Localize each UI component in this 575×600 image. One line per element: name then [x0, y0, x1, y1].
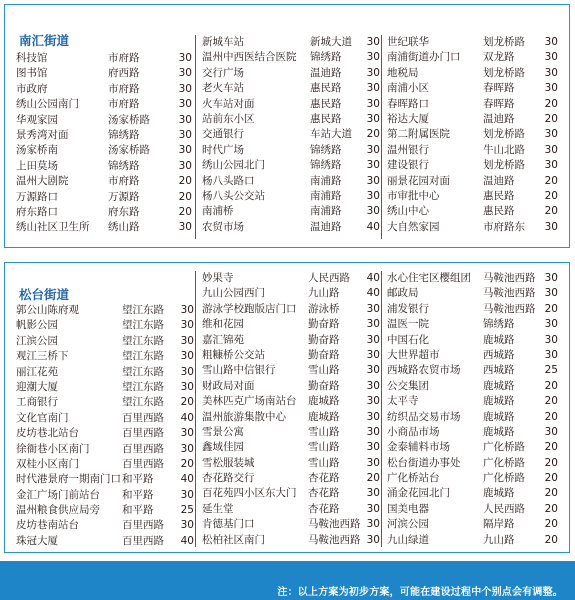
road-name: 广化桥路 [483, 441, 525, 454]
road-name: 马鞍池西路 [483, 287, 536, 300]
road-name: 汤家桥路 [108, 144, 150, 157]
road-name: 西城路 [483, 348, 515, 361]
station-count: 30 [366, 364, 380, 377]
road-name: 锦绣路 [108, 128, 140, 141]
station-count: 30 [180, 350, 194, 363]
road-name: 杏花路 [308, 472, 340, 485]
road-name: 惠民路 [483, 189, 515, 202]
station-count: 30 [544, 220, 558, 233]
road-name: 百里西路 [122, 411, 164, 424]
station-name: 第二附属医院 [387, 128, 450, 141]
station-name: 市政府 [16, 82, 48, 95]
station-count: 30 [544, 425, 558, 438]
station-name: 温医一院 [387, 318, 429, 331]
road-name: 市府路 [108, 52, 140, 64]
station-count: 40 [180, 534, 194, 547]
road-name: 惠民路 [310, 82, 342, 95]
station-name: 世纪联华 [387, 36, 429, 48]
station-name: 松柏社区南门 [202, 533, 265, 546]
station-name: 游泳学校跑版店门口 [202, 302, 297, 315]
road-name: 和平路 [122, 504, 154, 517]
station-name: 时代港景府一期南门口 [16, 473, 121, 486]
station-count: 30 [180, 334, 194, 347]
road-name: 马鞍池西路 [483, 302, 536, 315]
road-name: 南浦路 [310, 205, 342, 218]
station-count: 20 [544, 302, 558, 315]
station-name: 绣山公园北门 [202, 159, 265, 172]
station-count: 30 [178, 128, 192, 141]
station-name: 肯德基门口 [202, 518, 255, 531]
station-name: 国美电器 [387, 502, 429, 515]
station-name: 建设银行 [387, 159, 429, 172]
station-count: 20 [544, 205, 558, 218]
station-name: 绣山中心 [387, 205, 429, 218]
station-count: 30 [180, 519, 194, 532]
station-name: 延生堂 [202, 502, 234, 515]
station-count: 30 [366, 348, 380, 361]
station-name: 九山绿道 [387, 533, 429, 546]
station-count: 30 [178, 221, 192, 234]
station-count: 30 [366, 302, 380, 315]
station-count: 30 [178, 113, 192, 126]
station-count: 30 [366, 487, 380, 500]
station-count: 30 [544, 82, 558, 95]
road-name: 市府路 [108, 175, 140, 188]
station-count: 30 [178, 159, 192, 172]
column-divider [195, 35, 196, 239]
station-count: 20 [178, 205, 192, 218]
station-name: 文化官南门 [16, 411, 69, 424]
station-name: 皮坊巷南站台 [16, 519, 79, 532]
road-name: 望江东路 [122, 365, 164, 378]
road-name: 温迪路 [310, 66, 342, 79]
road-name: 划龙桥路 [483, 36, 525, 48]
road-name: 勤奋路 [308, 379, 340, 392]
station-name: 华观家园 [16, 113, 58, 126]
road-name: 西城路 [483, 364, 515, 377]
station-count: 25 [544, 364, 558, 377]
station-count: 40 [180, 411, 194, 424]
road-name: 望江东路 [122, 350, 164, 363]
road-name: 划龙桥路 [483, 128, 525, 141]
road-name: 鹿城路 [483, 395, 515, 408]
station-count: 20 [180, 457, 194, 470]
station-count: 30 [366, 425, 380, 438]
road-name: 广化桥路 [483, 472, 525, 485]
station-count: 20 [544, 441, 558, 454]
station-name: 邮政局 [387, 287, 419, 300]
station-name: 火车站对面 [202, 97, 255, 110]
station-name: 绣山公园南门 [16, 98, 79, 111]
station-name: 丽江花苑 [16, 365, 58, 378]
station-count: 20 [544, 112, 558, 125]
road-name: 人民西路 [308, 272, 350, 284]
station-count: 20 [544, 533, 558, 546]
station-name: 景秀湾对面 [16, 128, 69, 141]
road-name: 市府路 [108, 98, 140, 111]
station-name: 帆影公园 [16, 319, 58, 332]
station-count: 30 [180, 304, 194, 316]
road-name: 鹿城路 [483, 379, 515, 392]
station-name: 太平寺 [387, 395, 419, 408]
road-name: 和平路 [122, 473, 154, 486]
station-count: 20 [544, 189, 558, 202]
station-name: 松台街道办事处 [387, 456, 461, 469]
road-name: 雪山路 [308, 456, 340, 469]
station-name: 公交集团 [387, 379, 429, 392]
road-name: 牛山北路 [483, 143, 525, 156]
road-name: 温迪路 [310, 220, 342, 233]
station-count: 30 [178, 98, 192, 111]
road-name: 春晖路 [483, 82, 515, 95]
road-name: 鹿城路 [483, 410, 515, 423]
station-name: 上田莫场 [16, 159, 58, 172]
road-name: 九山路 [308, 287, 340, 300]
road-name: 惠民路 [483, 205, 515, 218]
station-name: 汤家桥南 [16, 144, 58, 157]
road-name: 马鞍池西路 [483, 272, 536, 284]
station-count: 30 [180, 365, 194, 378]
road-name: 雪山路 [308, 364, 340, 377]
station-count: 20 [544, 410, 558, 423]
station-count: 30 [544, 128, 558, 141]
station-count: 30 [366, 159, 380, 172]
station-name: 雪山路中信银行 [202, 364, 276, 377]
station-count: 30 [366, 51, 380, 64]
station-name: 金汇广场门前站台 [16, 488, 100, 501]
station-count: 30 [544, 333, 558, 346]
station-count: 30 [180, 442, 194, 455]
station-count: 20 [544, 379, 558, 392]
station-name: 交通银行 [202, 128, 244, 141]
road-name: 百里西路 [122, 442, 164, 455]
station-name: 徐衙巷小区南门 [16, 442, 90, 455]
station-name: 雪松服装城 [202, 456, 255, 469]
station-name: 水心住宅区樱组团 [387, 272, 471, 284]
station-count: 30 [366, 189, 380, 202]
road-name: 温迪路 [483, 112, 515, 125]
road-name: 锦绣路 [310, 159, 342, 172]
station-name: 粗糠桥公交站 [202, 348, 265, 361]
station-count: 30 [366, 333, 380, 346]
station-count: 20 [180, 396, 194, 409]
station-count: 30 [178, 52, 192, 64]
station-count: 20 [366, 128, 380, 141]
station-name: 涌金花园北门 [387, 487, 450, 500]
station-name: 南浦小区 [387, 82, 429, 95]
road-name: 望江东路 [122, 334, 164, 347]
station-name: 中国石化 [387, 333, 429, 346]
station-count: 30 [544, 143, 558, 156]
station-name: 河滨公园 [387, 518, 429, 531]
station-count: 30 [366, 410, 380, 423]
station-name: 市审批中心 [387, 189, 440, 202]
road-name: 春晖路 [483, 97, 515, 110]
station-count: 30 [366, 112, 380, 125]
station-count: 20 [544, 456, 558, 469]
station-count: 30 [366, 533, 380, 546]
footer-bar [0, 561, 575, 600]
station-name: 九山公园西门 [202, 287, 265, 300]
station-name: 大世界超市 [387, 348, 440, 361]
station-count: 30 [544, 348, 558, 361]
station-count: 30 [366, 97, 380, 110]
station-name: 温州大剧院 [16, 175, 69, 188]
station-count: 30 [366, 456, 380, 469]
station-count: 30 [180, 319, 194, 332]
station-name: 南浦街道办门口 [387, 51, 461, 64]
road-name: 鹿城路 [483, 487, 515, 500]
station-name: 小商品市场 [387, 425, 440, 438]
road-name: 划龙桥路 [483, 66, 525, 79]
station-count: 20 [178, 190, 192, 203]
station-count: 20 [544, 472, 558, 485]
road-name: 百里西路 [122, 427, 164, 440]
nanhui-title: 南汇街道 [19, 33, 70, 48]
road-name: 划龙桥路 [483, 159, 525, 172]
station-name: 农贸市场 [202, 220, 244, 233]
station-count: 30 [366, 441, 380, 454]
station-count: 30 [544, 272, 558, 284]
station-name: 广化桥站台 [387, 472, 440, 485]
station-count: 30 [178, 82, 192, 95]
station-count: 20 [544, 97, 558, 110]
footer-note: 注：以上方案为初步方案，可能在建设过程中个别点会有调整。 [277, 587, 563, 598]
road-name: 百里西路 [122, 457, 164, 470]
station-count: 30 [544, 287, 558, 300]
road-name: 府西路 [108, 67, 140, 80]
road-name: 杏花路 [308, 487, 340, 500]
road-name: 锦绣路 [310, 51, 342, 64]
station-count: 30 [180, 380, 194, 393]
station-name: 郭公山陈府观 [16, 304, 79, 316]
road-name: 广化桥路 [483, 456, 525, 469]
station-count: 20 [178, 175, 192, 188]
station-count: 30 [366, 502, 380, 515]
road-name: 车站大道 [310, 128, 352, 141]
station-count: 40 [366, 220, 380, 233]
road-name: 南浦路 [310, 174, 342, 187]
station-count: 30 [366, 379, 380, 392]
road-name: 望江东路 [122, 380, 164, 393]
nanhui-panel [4, 4, 570, 248]
station-name: 温州银行 [387, 143, 429, 156]
station-name: 图书馆 [16, 67, 48, 80]
station-name: 嘉汇锦苑 [202, 333, 244, 346]
station-name: 裕达大厦 [387, 112, 429, 125]
station-name: 观江三桥下 [16, 350, 69, 363]
station-count: 20 [544, 502, 558, 515]
station-name: 时代广场 [202, 143, 244, 156]
station-count: 30 [366, 36, 380, 48]
station-name: 金泰辅料市场 [387, 441, 450, 454]
road-name: 鹿城路 [483, 333, 515, 346]
station-name: 丽景花园对面 [387, 174, 450, 187]
station-count: 30 [366, 82, 380, 95]
station-count: 20 [366, 472, 380, 485]
station-count: 30 [366, 174, 380, 187]
station-name: 大自然家园 [387, 220, 440, 233]
station-count: 30 [544, 36, 558, 48]
station-count: 30 [178, 144, 192, 157]
station-name: 江滨公园 [16, 334, 58, 347]
station-name: 维和花园 [202, 318, 244, 331]
station-name: 南浦桥 [202, 205, 234, 218]
station-name: 万源路口 [16, 190, 58, 203]
road-name: 望江东路 [122, 396, 164, 409]
station-name: 珠冠大厦 [16, 534, 58, 547]
station-name: 绣山社区卫生所 [16, 221, 90, 234]
road-name: 惠民路 [310, 97, 342, 110]
road-name: 望江东路 [122, 319, 164, 332]
road-name: 市府路东 [483, 220, 525, 233]
station-name: 杨八头路口 [202, 174, 255, 187]
station-name: 财政局对面 [202, 379, 255, 392]
road-name: 温迪路 [483, 174, 515, 187]
road-name: 鹿城路 [308, 410, 340, 423]
station-count: 30 [366, 318, 380, 331]
station-name: 妙果寺 [202, 272, 234, 284]
station-name: 纺织品交易市场 [387, 410, 461, 423]
station-count: 30 [544, 51, 558, 64]
road-name: 锦绣路 [108, 159, 140, 172]
station-name: 浦发银行 [387, 302, 429, 315]
station-count: 30 [366, 205, 380, 218]
station-count: 40 [366, 272, 380, 284]
station-count: 30 [178, 67, 192, 80]
station-count: 20 [544, 487, 558, 500]
road-name: 勤奋路 [308, 318, 340, 331]
station-name: 府东路口 [16, 205, 58, 218]
station-count: 30 [366, 143, 380, 156]
road-name: 勤奋路 [308, 348, 340, 361]
road-name: 汤家桥路 [108, 113, 150, 126]
station-name: 百花苑四小区东大门 [202, 487, 297, 500]
road-name: 锦绣路 [310, 143, 342, 156]
road-name: 和平路 [122, 488, 154, 501]
station-count: 40 [366, 287, 380, 300]
station-count: 30 [180, 488, 194, 501]
station-name: 雪景公寓 [202, 425, 244, 438]
station-name: 老火车站 [202, 82, 244, 95]
road-name: 百里西路 [122, 519, 164, 532]
station-name: 迎潮大厦 [16, 380, 58, 393]
road-name: 望江东路 [122, 304, 164, 316]
station-count: 40 [180, 473, 194, 486]
road-name: 隔岸路 [483, 518, 515, 531]
station-name: 西城路农贸市场 [387, 364, 461, 377]
road-name: 马鞍池西路 [308, 533, 361, 546]
station-name: 地税局 [387, 66, 419, 79]
station-name: 杏花路交行 [202, 472, 255, 485]
road-name: 府东路 [108, 205, 140, 218]
road-name: 勤奋路 [308, 333, 340, 346]
road-name: 锦绣路 [483, 318, 515, 331]
road-name: 双龙路 [483, 51, 515, 64]
station-count: 20 [544, 395, 558, 408]
road-name: 新城大道 [310, 36, 352, 48]
station-count: 25 [180, 504, 194, 517]
column-divider [381, 35, 382, 239]
songtai-panel [4, 262, 570, 553]
station-name: 杨八头公交站 [202, 189, 265, 202]
road-name: 杏花路 [308, 502, 340, 515]
station-name: 工商银行 [16, 396, 58, 409]
station-name: 美林匹克广场南站台 [202, 395, 297, 408]
road-name: 万源路 [108, 190, 140, 203]
road-name: 九山路 [483, 533, 515, 546]
road-name: 市府路 [108, 82, 140, 95]
songtai-title: 松台街道 [19, 287, 70, 302]
station-name: 双桂小区南门 [16, 457, 79, 470]
road-name: 雪山路 [308, 425, 340, 438]
station-count: 30 [366, 395, 380, 408]
station-name: 交行广场 [202, 66, 244, 79]
road-name: 雪山路 [308, 441, 340, 454]
road-name: 惠民路 [310, 112, 342, 125]
road-name: 鹿城路 [308, 395, 340, 408]
column-divider [195, 271, 196, 547]
station-name: 站前东小区 [202, 112, 255, 125]
station-name: 科技馆 [16, 52, 48, 64]
station-count: 30 [544, 159, 558, 172]
station-count: 30 [366, 66, 380, 79]
road-name: 游泳桥 [308, 302, 340, 315]
station-count: 20 [544, 518, 558, 531]
road-name: 南浦路 [310, 189, 342, 202]
road-name: 人民西路 [483, 502, 525, 515]
station-count: 30 [366, 518, 380, 531]
station-count: 30 [180, 427, 194, 440]
road-name: 百里西路 [122, 534, 164, 547]
road-name: 马鞍池西路 [308, 518, 361, 531]
station-count: 30 [544, 66, 558, 79]
station-name: 春晖路口 [387, 97, 429, 110]
station-name: 温州旅游集散中心 [202, 410, 286, 423]
station-name: 新城车站 [202, 36, 244, 48]
road-name: 鹿城路 [483, 425, 515, 438]
station-count: 30 [544, 318, 558, 331]
column-divider [381, 271, 382, 547]
station-count: 20 [544, 174, 558, 187]
station-name: 温州中西医结合医院 [202, 51, 297, 64]
road-name: 绣山路 [108, 221, 140, 234]
station-name: 温州粮食供应局旁 [16, 504, 100, 517]
station-name: 皮坊巷北站台 [16, 427, 79, 440]
station-name: 鑫域佳园 [202, 441, 244, 454]
